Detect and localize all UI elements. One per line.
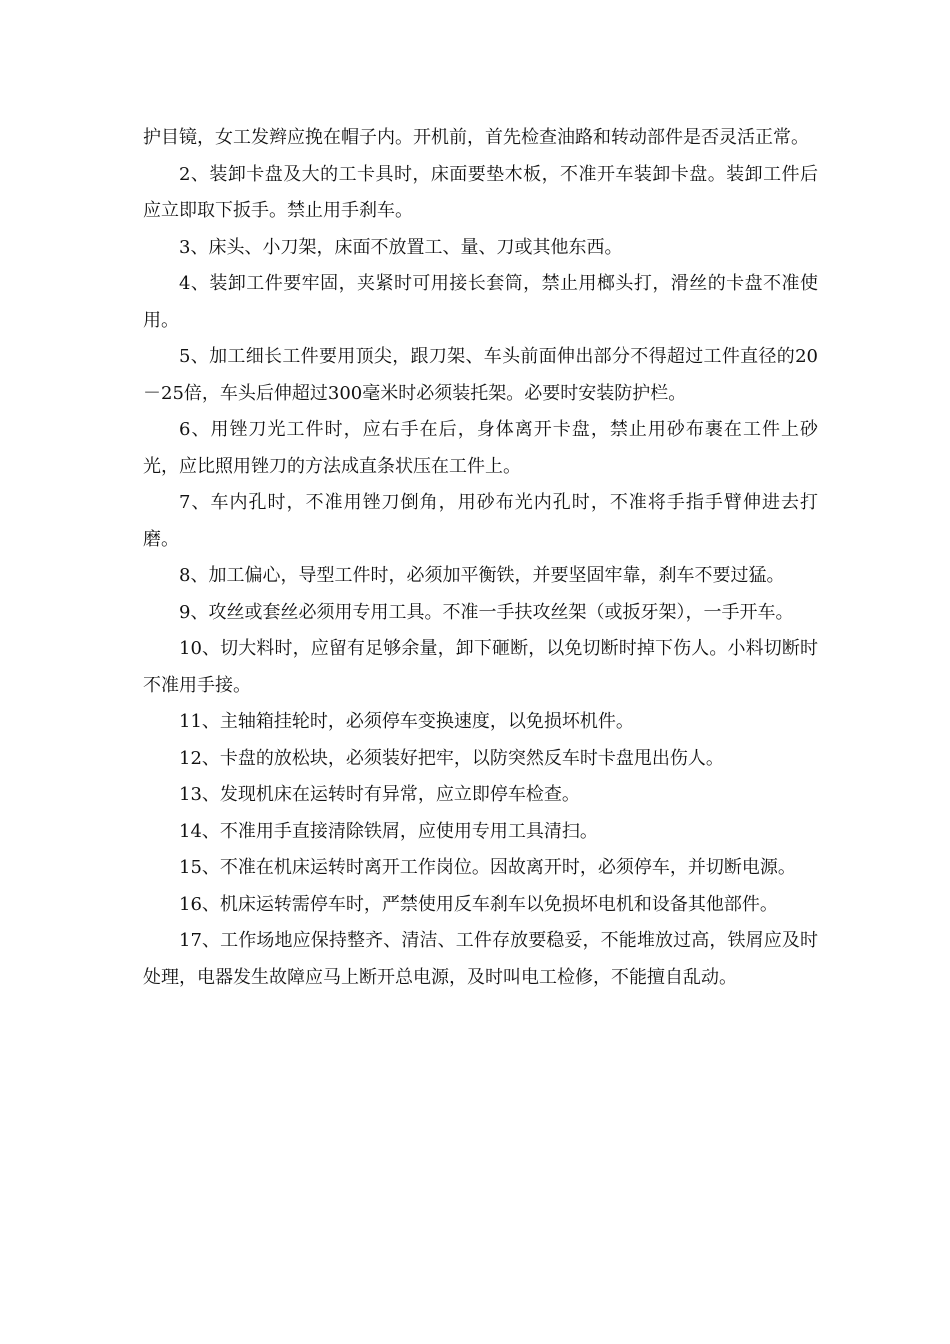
rule-item-13: 13、发现机床在运转时有异常，应立即停车检查。: [179, 784, 580, 805]
rule-item-6: 6、用锉刀光工件时，应右手在后，身体离开卡盘，禁止用砂布裹在工件上砂光，应比照用锉刀的方法成直条状压在工件上。: [143, 419, 818, 477]
rule-item-11: 11、主轴箱挂轮时，必须停车变换速度，以免损坏机件。: [179, 711, 634, 732]
rule-item-3: 3、床头、小刀架，床面不放置工、量、刀或其他东西。: [179, 236, 623, 258]
rule-item-17: 17、工作场地应保持整齐、清洁、工件存放要稳妥，不能堆放过高，铁屑应及时处理，电器发生故障应马上断开总电源，及时叫电工检修，不能擅自乱动。: [143, 930, 818, 988]
rule-item-12: 12、卡盘的放松块，必须装好把牢，以防突然反车时卡盘甩出伤人。: [179, 747, 724, 769]
rule-item-5: 5、加工细长工件要用顶尖，跟刀架、车头前面伸出部分不得超过工件直径的20－25倍，车头后伸超过300毫米时必须装托架。必要时安装防护栏。: [143, 346, 818, 404]
rule-item-15: 15、不准在机床运转时离开工作岗位。因故离开时，必须停车，并切断电源。: [179, 857, 796, 878]
document-body: [143, 120, 818, 996]
rule-item-14: 14、不准用手直接清除铁屑，应使用专用工具清扫。: [179, 820, 598, 842]
rule-item-7: 7、车内孔时，不准用锉刀倒角，用砂布光内孔时，不准将手指手臂伸进去打磨。: [143, 492, 818, 550]
rule-item-2: 2、装卸卡盘及大的工卡具时，床面要垫木板，不准开车装卸卡盘。装卸工件后应立即取下扳手。禁止用手刹车。: [143, 163, 818, 221]
rule-item-10: 10、切大料时，应留有足够余量，卸下砸断，以免切断时掉下伤人。小料切断时不准用手接。: [143, 638, 818, 696]
paragraph-continuation: 护目镜，女工发辫应挽在帽子内。开机前，首先检查油路和转动部件是否灵活正常。: [143, 127, 809, 148]
rule-item-4: 4、装卸工件要牢固，夹紧时可用接长套筒，禁止用榔头打，滑丝的卡盘不准使用。: [143, 273, 818, 331]
rule-item-8: 8、加工偏心，导型工件时，必须加平衡铁，并要坚固牢靠，刹车不要过猛。: [179, 565, 785, 586]
rule-item-16: 16、机床运转需停车时，严禁使用反车刹车以免损坏电机和设备其他部件。: [179, 893, 778, 915]
rule-item-9: 9、攻丝或套丝必须用专用工具。不准一手扶攻丝架（或扳牙架），一手开车。: [179, 601, 794, 623]
